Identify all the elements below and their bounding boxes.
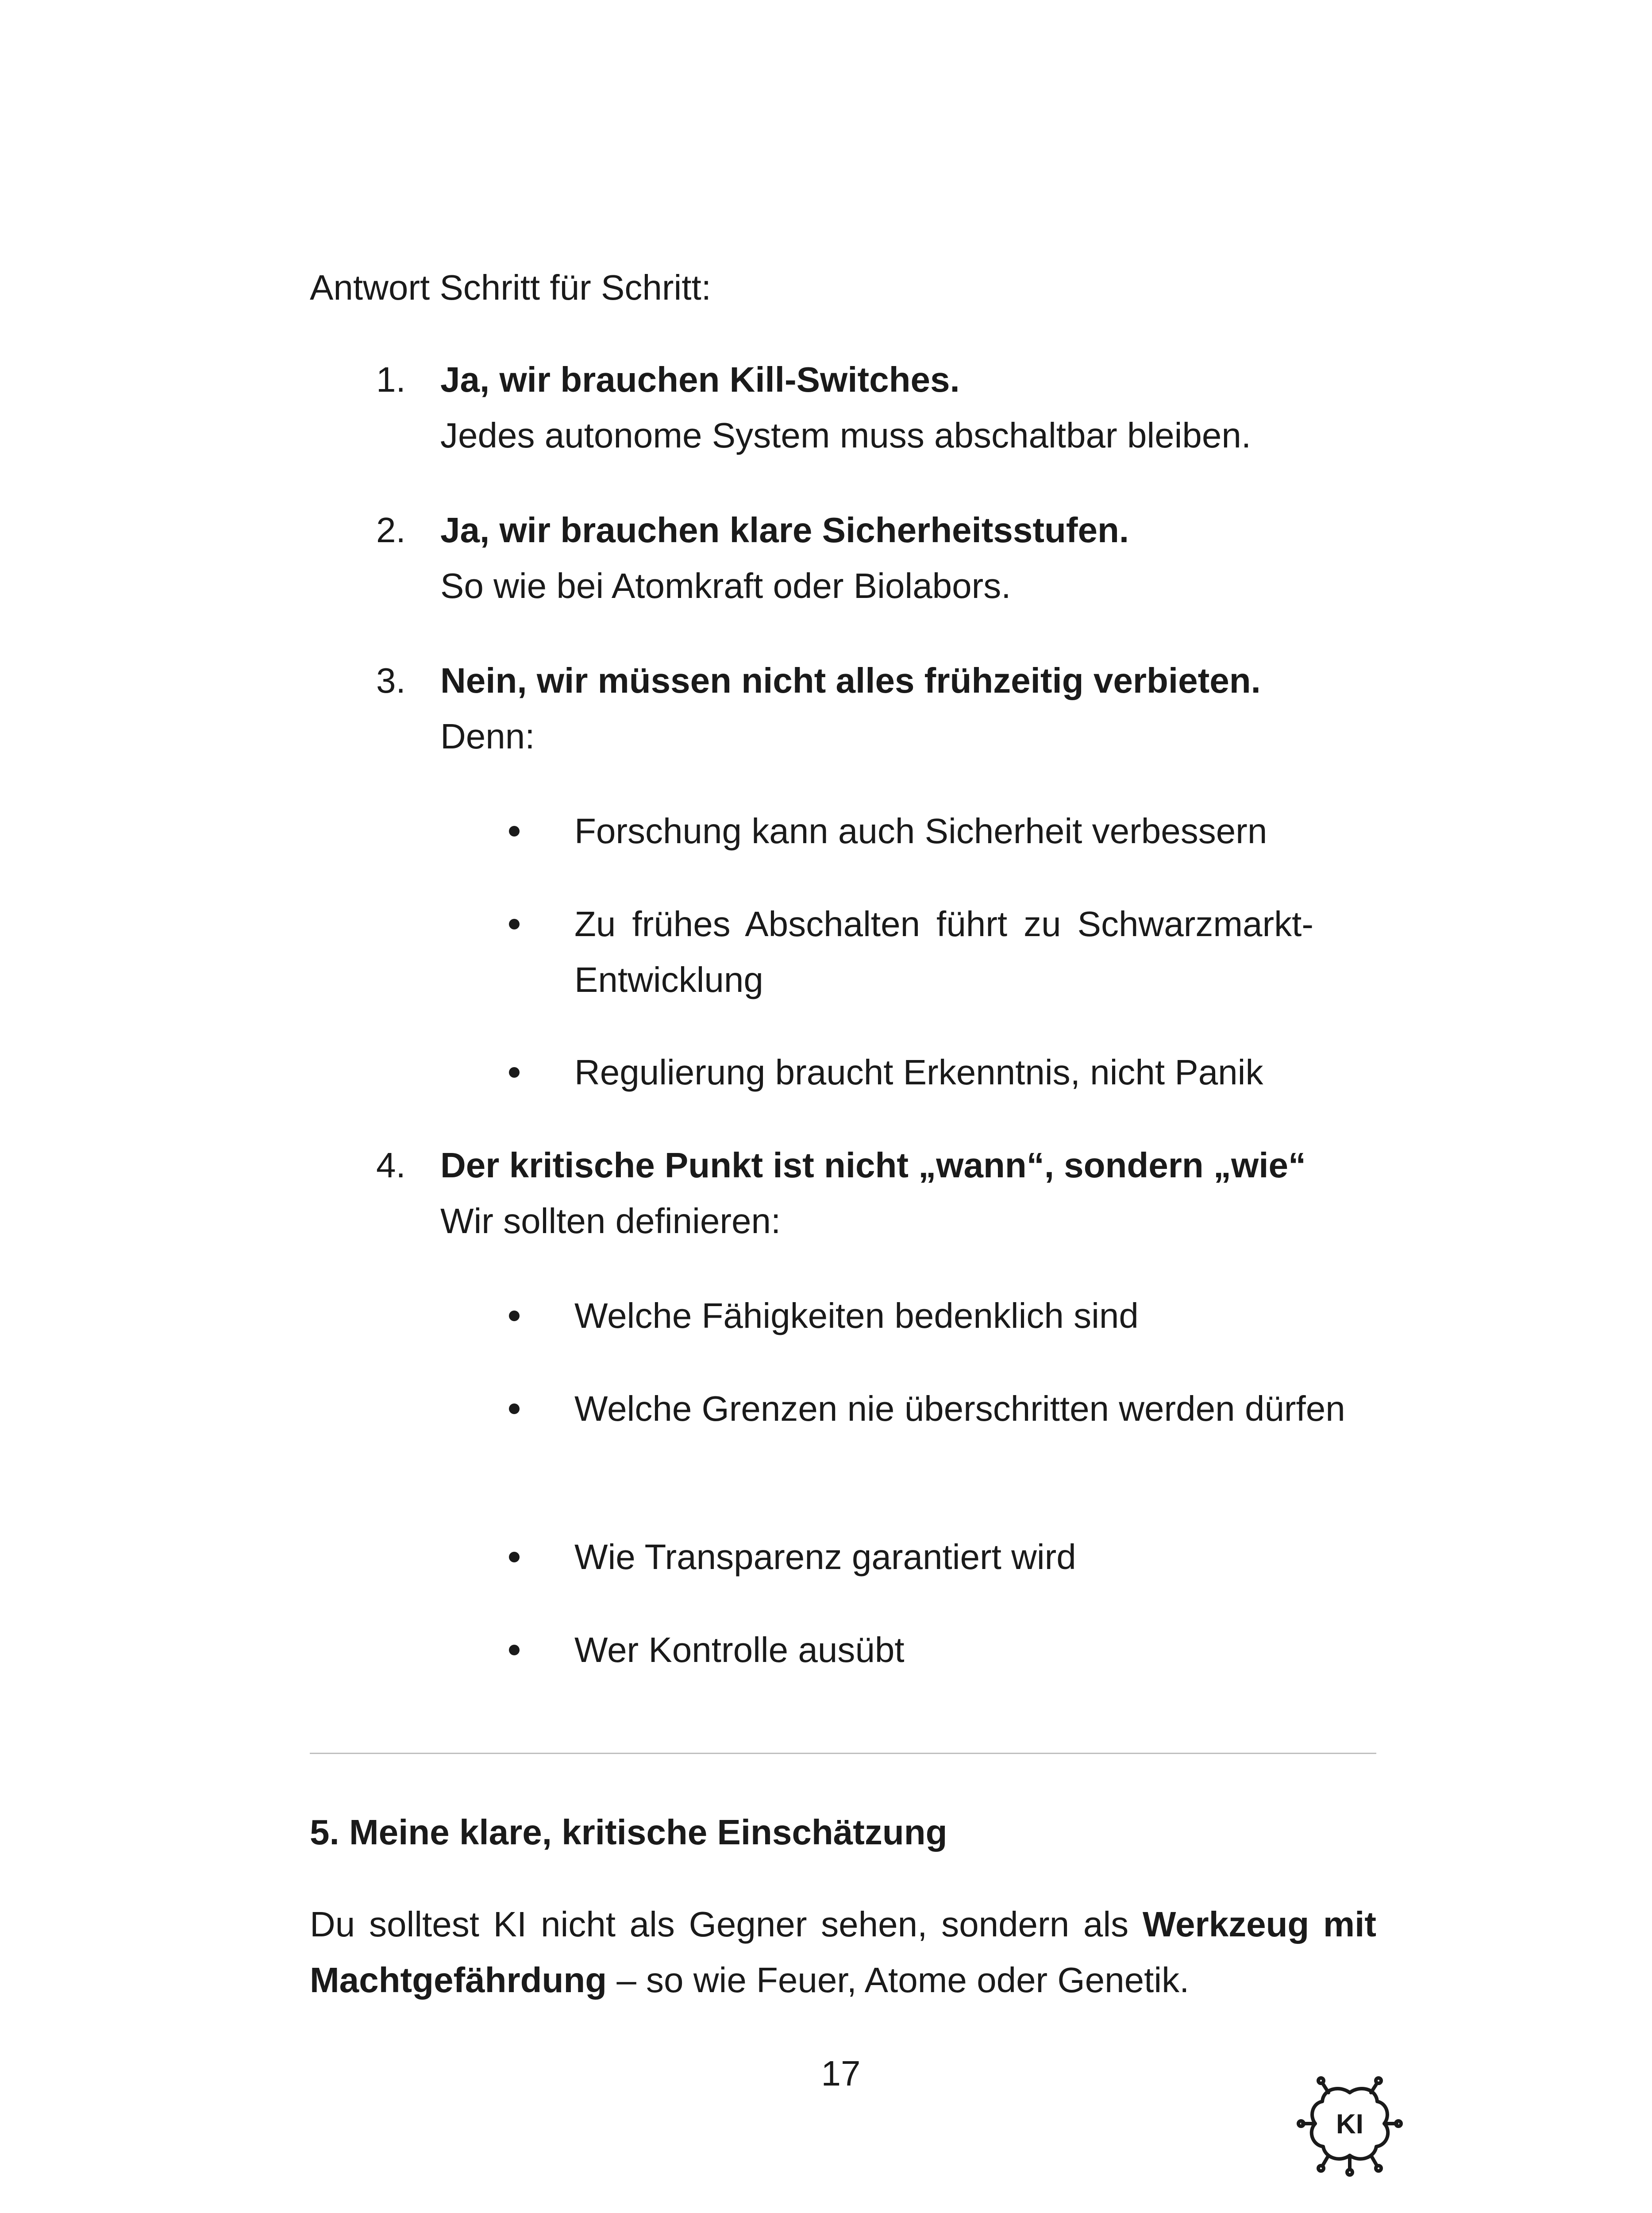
bullet-icon <box>509 826 520 837</box>
bullet-icon <box>509 1403 520 1414</box>
conclusion-text-start: Du solltest KI nicht als Gegner sehen, sondern als <box>310 1905 1129 1944</box>
item-heading: Der kritische Punkt ist nicht „wann“, sondern „wie“ <box>440 1145 1306 1185</box>
item-number: 1. <box>376 360 406 399</box>
conclusion-text-end: – so wie Feuer, Atome oder Genetik. <box>616 1960 1190 2000</box>
logo-text: KI <box>1336 2109 1363 2140</box>
bullet-text: Welche Fähigkeiten bedenklich sind <box>574 1296 1139 1335</box>
bullet-icon <box>509 1552 520 1562</box>
bullet-icon <box>509 1067 520 1078</box>
bullet-icon <box>509 1645 520 1655</box>
item-heading: Ja, wir brauchen klare Sicherheitsstufen. <box>440 510 1129 550</box>
brain-ki-logo-icon <box>1297 2071 1403 2178</box>
page-number: 17 <box>821 2054 861 2093</box>
conclusion-paragraph <box>310 1897 1376 2008</box>
item-text: Jedes autonome System muss abschaltbar bleiben. <box>440 416 1252 455</box>
bullet-text: Wie Transparenz garantiert wird <box>574 1537 1076 1577</box>
bullet-text: Zu frühes Abschalten führt zu Schwarzmarkt-Entwicklung <box>574 904 1313 999</box>
intro-text: Antwort Schritt für Schritt: <box>310 268 711 307</box>
item-heading: Nein, wir müssen nicht alles frühzeitig verbieten. <box>440 661 1261 700</box>
item-text: Denn: <box>440 717 535 756</box>
item-text: Wir sollten definieren: <box>440 1201 781 1241</box>
bullet-text: Welche Grenzen nie überschritten werden dürfen <box>574 1389 1345 1428</box>
bullet-icon <box>509 919 520 929</box>
bullet-text: Regulierung braucht Erkenntnis, nicht Panik <box>574 1053 1263 1092</box>
bullet-text: Wer Kontrolle ausübt <box>574 1630 905 1669</box>
section-heading: 5. Meine klare, kritische Einschätzung <box>310 1812 947 1852</box>
item-number: 2. <box>376 510 406 550</box>
bullet-text: Forschung kann auch Sicherheit verbessern <box>574 811 1267 851</box>
conclusion-emphasis: Werkzeug mit Machtgefährdung <box>310 1905 1377 2000</box>
bullet-icon <box>509 1311 520 1321</box>
item-heading: Ja, wir brauchen Kill-Switches. <box>440 360 960 399</box>
item-text: So wie bei Atomkraft oder Biolabors. <box>440 566 1011 605</box>
item-number: 3. <box>376 661 406 700</box>
item-number: 4. <box>376 1145 406 1185</box>
horizontal-divider <box>310 1753 1376 1754</box>
